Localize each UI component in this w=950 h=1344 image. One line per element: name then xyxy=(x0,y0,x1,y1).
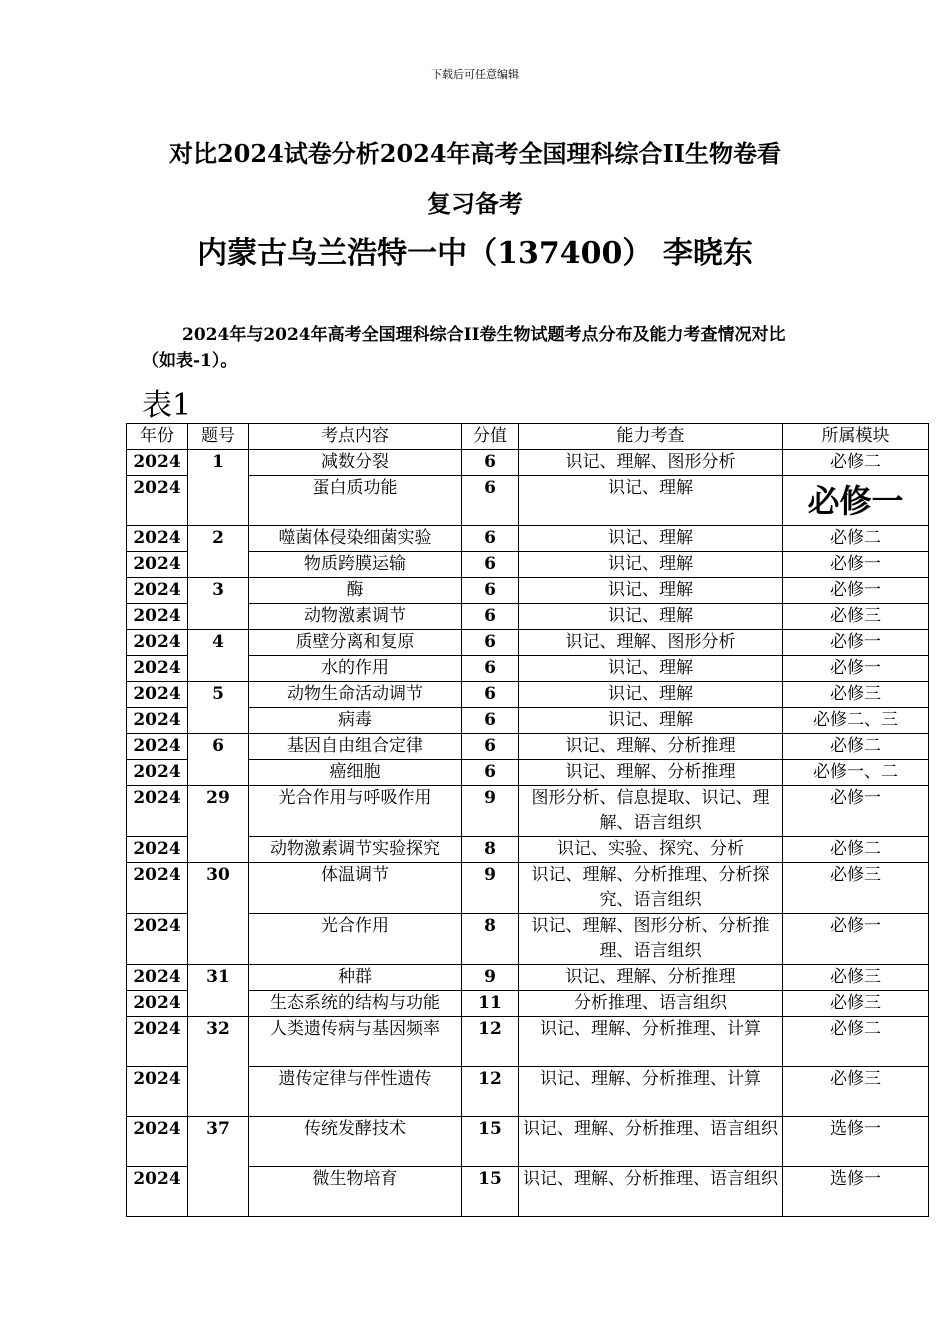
score-cell: 8 xyxy=(462,837,519,863)
table-row xyxy=(127,863,929,914)
module-cell: 必修三 xyxy=(783,604,929,630)
ability-cell: 识记、实验、探究、分析 xyxy=(519,837,783,863)
score-cell: 6 xyxy=(462,630,519,656)
topic-cell: 病毒 xyxy=(249,708,462,734)
year-cell: 2024 xyxy=(127,760,188,786)
header-ability: 能力考查 xyxy=(519,424,783,450)
table-row xyxy=(127,578,929,604)
ability-cell: 识记、理解、分析推理、计算 xyxy=(519,1067,783,1117)
score-cell: 6 xyxy=(462,578,519,604)
topic-cell: 酶 xyxy=(249,578,462,604)
topic-cell: 遗传定律与伴性遗传 xyxy=(249,1067,462,1117)
document-title-line2: 复习备考 xyxy=(427,189,523,218)
question-number-cell: 29 xyxy=(188,786,249,863)
module-cell: 必修三 xyxy=(783,682,929,708)
module-cell: 必修三 xyxy=(783,965,929,991)
question-number-cell: 30 xyxy=(188,863,249,965)
score-cell: 6 xyxy=(462,526,519,552)
topic-cell: 蛋白质功能 xyxy=(249,476,462,526)
year-cell: 2024 xyxy=(127,708,188,734)
module-cell: 必修一 xyxy=(783,914,929,965)
table-row xyxy=(127,1117,929,1167)
module-cell: 选修一 xyxy=(783,1167,929,1217)
module-cell: 必修一 xyxy=(783,786,929,837)
score-cell: 6 xyxy=(462,656,519,682)
ability-cell: 识记、理解 xyxy=(519,656,783,682)
year-cell: 2024 xyxy=(127,1017,188,1067)
topic-cell: 物质跨膜运输 xyxy=(249,552,462,578)
year-cell: 2024 xyxy=(127,965,188,991)
topic-cell: 减数分裂 xyxy=(249,450,462,476)
ability-cell: 识记、理解、分析推理 xyxy=(519,760,783,786)
score-cell: 11 xyxy=(462,991,519,1017)
module-cell: 必修三 xyxy=(783,991,929,1017)
topic-cell: 水的作用 xyxy=(249,656,462,682)
intro-paragraph: 2024年与2024年高考全国理科综合II卷生物试题考点分布及能力考查情况对比（如表-1）。 xyxy=(142,325,786,371)
year-cell: 2024 xyxy=(127,476,188,526)
year-cell: 2024 xyxy=(127,656,188,682)
score-cell: 15 xyxy=(462,1167,519,1217)
module-cell: 选修一 xyxy=(783,1117,929,1167)
question-number-cell: 6 xyxy=(188,734,249,786)
ability-cell: 识记、理解、分析推理、语言组织 xyxy=(519,1167,783,1217)
module-cell: 必修二 xyxy=(783,734,929,760)
table-row xyxy=(127,734,929,760)
ability-cell: 识记、理解、分析推理、分析探究、语言组织 xyxy=(519,863,783,914)
ability-cell: 识记、理解 xyxy=(519,708,783,734)
year-cell: 2024 xyxy=(127,552,188,578)
table-label: 表1 xyxy=(142,388,192,423)
year-cell: 2024 xyxy=(127,450,188,476)
ability-cell: 识记、理解、图形分析 xyxy=(519,450,783,476)
topic-cell: 生态系统的结构与功能 xyxy=(249,991,462,1017)
ability-cell: 识记、理解、分析推理 xyxy=(519,965,783,991)
score-cell: 12 xyxy=(462,1017,519,1067)
table-header-row xyxy=(127,424,929,450)
module-cell: 必修一 xyxy=(783,656,929,682)
module-cell: 必修一 xyxy=(783,552,929,578)
table-row xyxy=(127,630,929,656)
year-cell: 2024 xyxy=(127,526,188,552)
year-cell: 2024 xyxy=(127,1067,188,1117)
module-cell: 必修二、三 xyxy=(783,708,929,734)
header-number: 题号 xyxy=(188,424,249,450)
score-cell: 8 xyxy=(462,914,519,965)
year-cell: 2024 xyxy=(127,1167,188,1217)
module-cell: 必修二 xyxy=(783,1017,929,1067)
document-title: 对比2024试卷分析2024年高考全国理科综合II生物卷看 xyxy=(168,139,782,168)
topic-cell: 癌细胞 xyxy=(249,760,462,786)
year-cell: 2024 xyxy=(127,682,188,708)
score-cell: 12 xyxy=(462,1067,519,1117)
score-cell: 6 xyxy=(462,708,519,734)
header-topic: 考点内容 xyxy=(249,424,462,450)
module-cell: 必修一 xyxy=(783,578,929,604)
year-cell: 2024 xyxy=(127,1117,188,1167)
year-cell: 2024 xyxy=(127,914,188,965)
header-module: 所属模块 xyxy=(783,424,929,450)
year-cell: 2024 xyxy=(127,837,188,863)
score-cell: 9 xyxy=(462,863,519,914)
question-number-cell: 5 xyxy=(188,682,249,734)
year-cell: 2024 xyxy=(127,991,188,1017)
module-cell: 必修一、二 xyxy=(783,760,929,786)
module-cell: 必修三 xyxy=(783,1067,929,1117)
module-cell: 必修二 xyxy=(783,837,929,863)
ability-cell: 识记、理解 xyxy=(519,476,783,526)
ability-cell: 识记、理解 xyxy=(519,578,783,604)
ability-cell: 识记、理解 xyxy=(519,526,783,552)
module-cell: 必修一 xyxy=(783,630,929,656)
topic-cell: 基因自由组合定律 xyxy=(249,734,462,760)
question-number-cell: 4 xyxy=(188,630,249,682)
year-cell: 2024 xyxy=(127,786,188,837)
ability-cell: 识记、理解、图形分析 xyxy=(519,630,783,656)
question-number-cell: 37 xyxy=(188,1117,249,1217)
topic-cell: 质壁分离和复原 xyxy=(249,630,462,656)
header-note: 下载后可任意编辑 xyxy=(431,68,519,81)
topic-cell: 传统发酵技术 xyxy=(249,1117,462,1167)
ability-cell: 识记、理解、图形分析、分析推理、语言组织 xyxy=(519,914,783,965)
topic-cell: 光合作用与呼吸作用 xyxy=(249,786,462,837)
topic-cell: 动物生命活动调节 xyxy=(249,682,462,708)
topic-cell: 动物激素调节 xyxy=(249,604,462,630)
module-cell: 必修二 xyxy=(783,450,929,476)
table-row xyxy=(127,965,929,991)
ability-cell: 图形分析、信息提取、识记、理解、语言组织 xyxy=(519,786,783,837)
score-cell: 6 xyxy=(462,552,519,578)
topic-cell: 微生物培育 xyxy=(249,1167,462,1217)
ability-cell: 识记、理解 xyxy=(519,604,783,630)
ability-cell: 识记、理解、分析推理、语言组织 xyxy=(519,1117,783,1167)
year-cell: 2024 xyxy=(127,863,188,914)
table-row xyxy=(127,1017,929,1067)
table-row xyxy=(127,526,929,552)
table-row xyxy=(127,450,929,476)
year-cell: 2024 xyxy=(127,630,188,656)
score-cell: 15 xyxy=(462,1117,519,1167)
module-cell: 必修一 xyxy=(783,476,929,526)
ability-cell: 识记、理解、分析推理 xyxy=(519,734,783,760)
module-cell: 必修三 xyxy=(783,863,929,914)
header-year: 年份 xyxy=(127,424,188,450)
topic-cell: 体温调节 xyxy=(249,863,462,914)
score-cell: 6 xyxy=(462,604,519,630)
topic-cell: 人类遗传病与基因频率 xyxy=(249,1017,462,1067)
score-cell: 6 xyxy=(462,476,519,526)
score-cell: 9 xyxy=(462,786,519,837)
score-cell: 6 xyxy=(462,760,519,786)
score-cell: 9 xyxy=(462,965,519,991)
ability-cell: 识记、理解 xyxy=(519,552,783,578)
table-row xyxy=(127,682,929,708)
module-cell: 必修二 xyxy=(783,526,929,552)
year-cell: 2024 xyxy=(127,604,188,630)
ability-cell: 识记、理解、分析推理、计算 xyxy=(519,1017,783,1067)
ability-cell: 识记、理解 xyxy=(519,682,783,708)
question-number-cell: 1 xyxy=(188,450,249,526)
score-cell: 6 xyxy=(462,734,519,760)
header-score: 分值 xyxy=(462,424,519,450)
topic-cell: 动物激素调节实验探究 xyxy=(249,837,462,863)
year-cell: 2024 xyxy=(127,578,188,604)
score-cell: 6 xyxy=(462,682,519,708)
comparison-table xyxy=(126,423,929,1217)
question-number-cell: 3 xyxy=(188,578,249,630)
table-row xyxy=(127,786,929,837)
topic-cell: 噬菌体侵染细菌实验 xyxy=(249,526,462,552)
score-cell: 6 xyxy=(462,450,519,476)
question-number-cell: 32 xyxy=(188,1017,249,1117)
topic-cell: 光合作用 xyxy=(249,914,462,965)
topic-cell: 种群 xyxy=(249,965,462,991)
author-line: 内蒙古乌兰浩特一中（137400） 李晓东 xyxy=(197,236,753,271)
question-number-cell: 31 xyxy=(188,965,249,1017)
question-number-cell: 2 xyxy=(188,526,249,578)
ability-cell: 分析推理、语言组织 xyxy=(519,991,783,1017)
year-cell: 2024 xyxy=(127,734,188,760)
